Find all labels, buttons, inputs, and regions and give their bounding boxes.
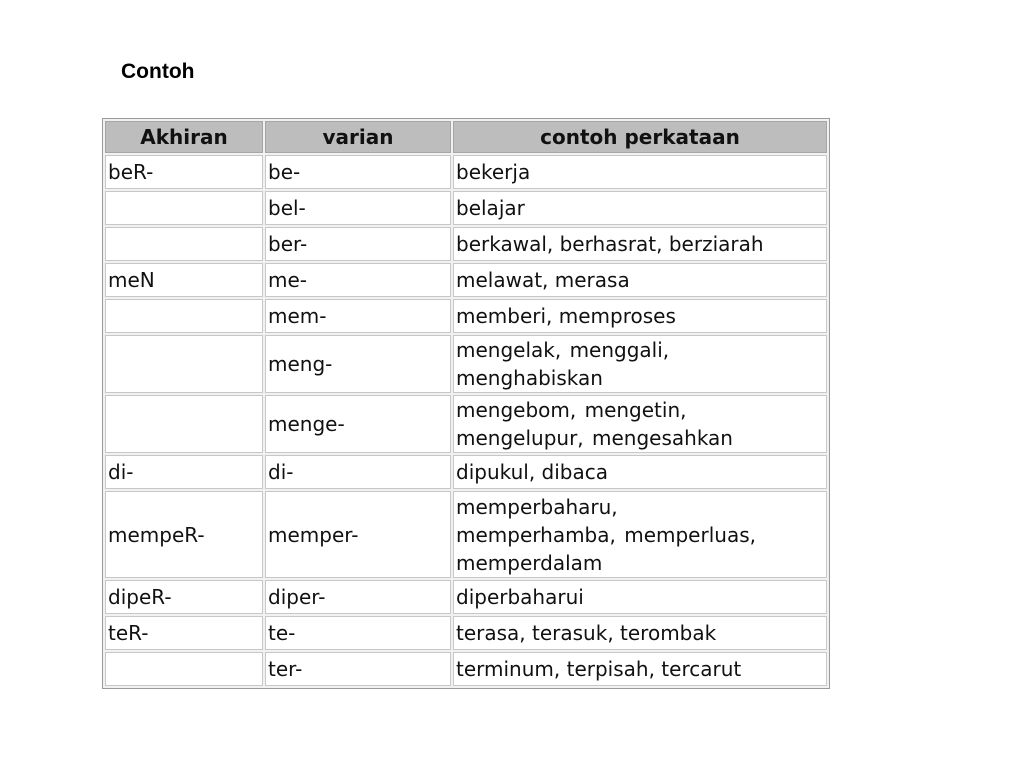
table-header-row bbox=[105, 121, 827, 153]
cell-contoh bbox=[453, 580, 827, 614]
cell-akhiran bbox=[105, 335, 263, 393]
contoh-line: mengelak, menggali, bbox=[456, 338, 670, 362]
cell-akhiran bbox=[105, 227, 263, 261]
contoh-line: dipukul, dibaca bbox=[456, 460, 608, 484]
cell-varian: menge- bbox=[265, 395, 451, 453]
cell-varian: me- bbox=[265, 263, 451, 297]
cell-varian: te- bbox=[265, 616, 451, 650]
page-title: Contoh bbox=[121, 60, 195, 83]
suffix-table bbox=[102, 118, 830, 689]
cell-contoh bbox=[453, 227, 827, 261]
table-row bbox=[105, 335, 827, 393]
table-row bbox=[105, 616, 827, 650]
cell-akhiran bbox=[105, 652, 263, 686]
cell-varian: meng- bbox=[265, 335, 451, 393]
contoh-line: memperbaharu, bbox=[456, 494, 618, 519]
contoh-line: memperdalam bbox=[456, 550, 603, 575]
cell-varian: ber- bbox=[265, 227, 451, 261]
contoh-line: berkawal, berhasrat, berziarah bbox=[456, 232, 764, 256]
contoh-line: belajar bbox=[456, 196, 525, 220]
table-row bbox=[105, 580, 827, 614]
cell-contoh bbox=[453, 155, 827, 189]
contoh-line: memperhamba, memperluas, bbox=[456, 522, 756, 547]
cell-akhiran: beR- bbox=[105, 155, 263, 189]
contoh-line: mengelupur, mengesahkan bbox=[456, 426, 733, 450]
cell-contoh bbox=[453, 263, 827, 297]
table-row bbox=[105, 455, 827, 489]
table-row bbox=[105, 155, 827, 189]
cell-contoh bbox=[453, 652, 827, 686]
cell-varian: memper- bbox=[265, 491, 451, 578]
cell-akhiran: di- bbox=[105, 455, 263, 489]
cell-varian: ter- bbox=[265, 652, 451, 686]
cell-akhiran: teR- bbox=[105, 616, 263, 650]
cell-varian: bel- bbox=[265, 191, 451, 225]
cell-varian: diper- bbox=[265, 580, 451, 614]
cell-akhiran: dipeR- bbox=[105, 580, 263, 614]
cell-varian: mem- bbox=[265, 299, 451, 333]
cell-varian: be- bbox=[265, 155, 451, 189]
header-akhiran: Akhiran bbox=[105, 121, 263, 153]
table-row bbox=[105, 299, 827, 333]
header-contoh: contoh perkataan bbox=[453, 121, 827, 153]
cell-akhiran bbox=[105, 191, 263, 225]
table-row bbox=[105, 191, 827, 225]
table-row bbox=[105, 227, 827, 261]
cell-varian: di- bbox=[265, 455, 451, 489]
contoh-line: terminum, terpisah, tercarut bbox=[456, 657, 742, 681]
header-varian: varian bbox=[265, 121, 451, 153]
contoh-line: menghabiskan bbox=[456, 366, 603, 390]
cell-contoh bbox=[453, 335, 827, 393]
cell-akhiran: mempeR- bbox=[105, 491, 263, 578]
cell-contoh bbox=[453, 191, 827, 225]
cell-akhiran: meN bbox=[105, 263, 263, 297]
cell-contoh bbox=[453, 455, 827, 489]
table-row bbox=[105, 263, 827, 297]
contoh-line: terasa, terasuk, terombak bbox=[456, 621, 717, 645]
contoh-line: diperbaharui bbox=[456, 585, 584, 609]
contoh-line: melawat, merasa bbox=[456, 268, 630, 292]
cell-contoh bbox=[453, 616, 827, 650]
contoh-line: mengebom, mengetin, bbox=[456, 398, 687, 422]
contoh-line: memberi, memproses bbox=[456, 304, 676, 328]
cell-akhiran bbox=[105, 299, 263, 333]
cell-contoh bbox=[453, 491, 827, 578]
contoh-line: bekerja bbox=[456, 160, 531, 184]
table-row bbox=[105, 652, 827, 686]
cell-contoh bbox=[453, 299, 827, 333]
table-row bbox=[105, 395, 827, 453]
table-row bbox=[105, 491, 827, 578]
cell-contoh bbox=[453, 395, 827, 453]
cell-akhiran bbox=[105, 395, 263, 453]
